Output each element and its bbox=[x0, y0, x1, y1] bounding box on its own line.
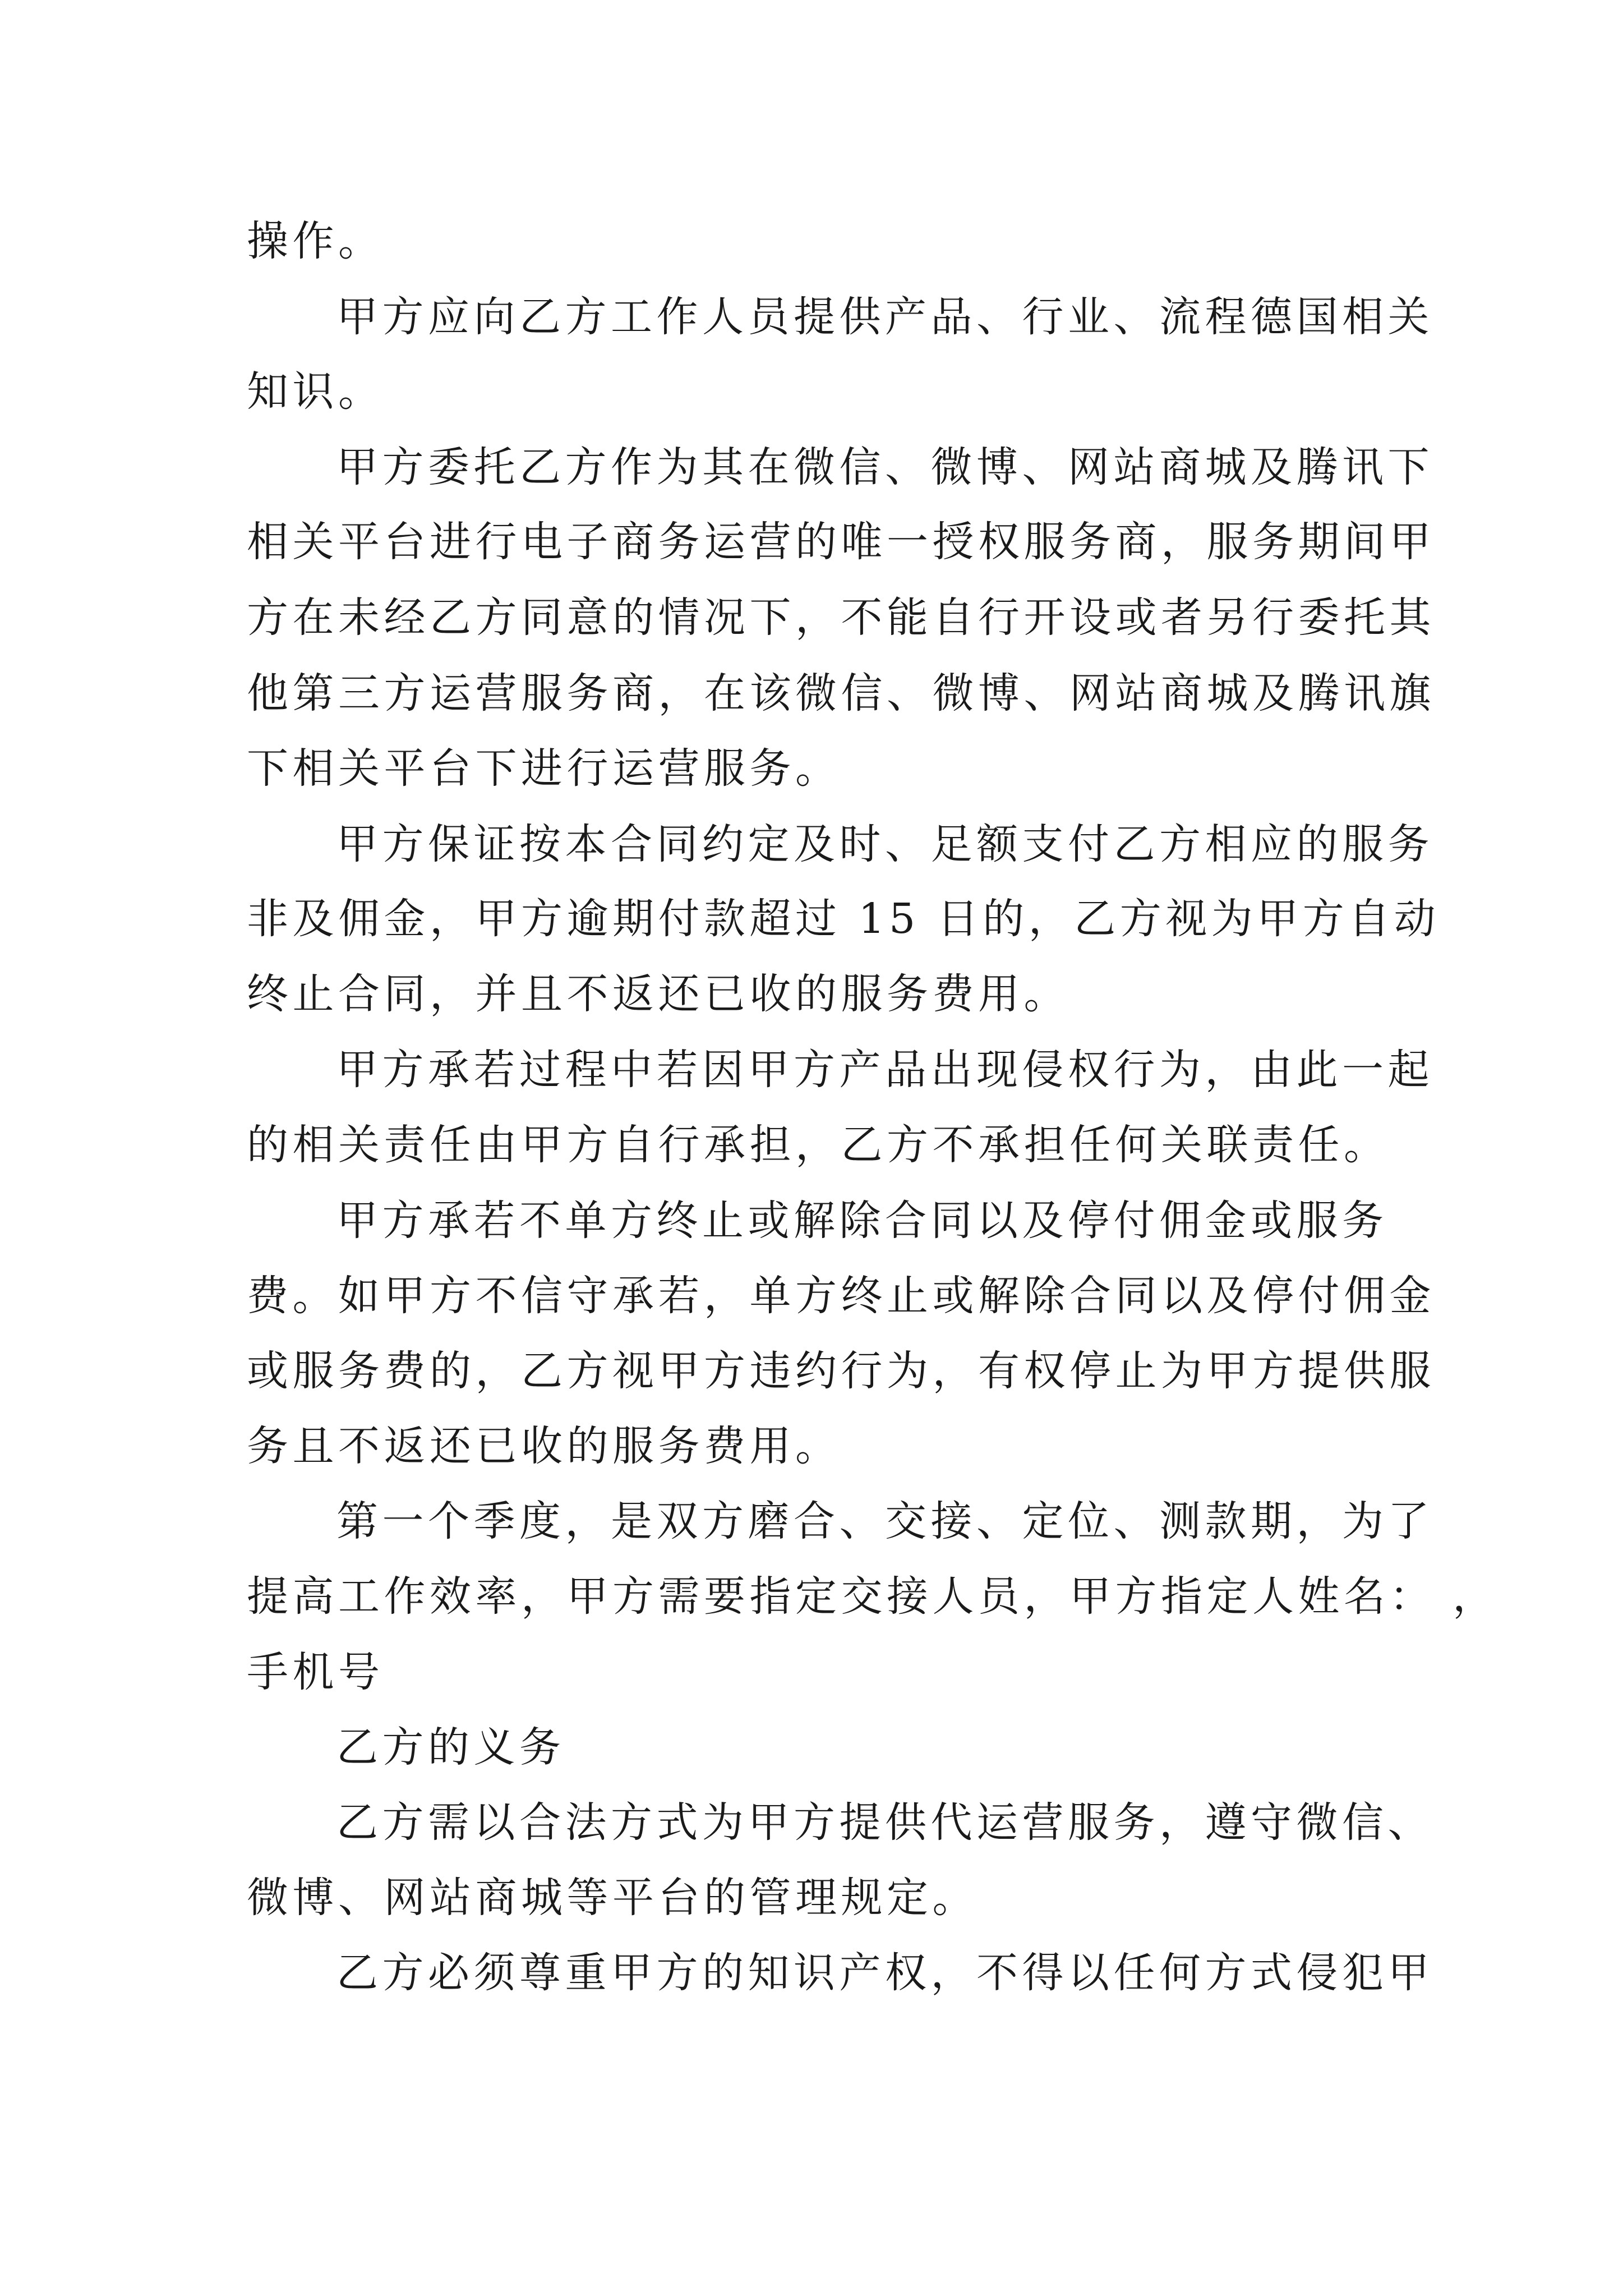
paragraph-line: 手机号 bbox=[247, 1648, 384, 1696]
paragraph-line: 终止合同，并且不返还已收的服务费用。 bbox=[247, 970, 1069, 1018]
section-heading: 乙方的义务 bbox=[336, 1723, 565, 1772]
paragraph-line: 甲方委托乙方作为其在微信、微博、网站商城及腾讯下 bbox=[336, 443, 1433, 491]
paragraph-line: 操作。 bbox=[247, 217, 384, 265]
paragraph-line: 提高工作效率，甲方需要指定交接人员，甲方指定人姓名： ， bbox=[247, 1572, 1498, 1621]
paragraph-line: 甲方保证按本合同约定及时、足额支付乙方相应的服务 bbox=[336, 820, 1433, 868]
paragraph-line: 非及佣金，甲方逾期付款超过 15 日的，乙方视为甲方自动 bbox=[247, 895, 1440, 943]
paragraph-line: 乙方必须尊重甲方的知识产权，不得以任何方式侵犯甲 bbox=[336, 1949, 1433, 1997]
paragraph-line: 相关平台进行电子商务运营的唯一授权服务商，服务期间甲 bbox=[247, 518, 1435, 566]
paragraph-line: 乙方需以合法方式为甲方提供代运营服务，遵守微信、 bbox=[336, 1798, 1433, 1847]
paragraph-line: 第一个季度，是双方磨合、交接、定位、测款期，为了 bbox=[336, 1497, 1433, 1545]
paragraph-line: 甲方应向乙方工作人员提供产品、行业、流程德国相关 bbox=[336, 293, 1433, 341]
paragraph-line: 他第三方运营服务商，在该微信、微博、网站商城及腾讯旗 bbox=[247, 669, 1435, 717]
paragraph-line: 知识。 bbox=[247, 367, 384, 416]
paragraph-line: 下相关平台下进行运营服务。 bbox=[247, 744, 841, 793]
paragraph-line: 费。如甲方不信守承若，单方终止或解除合同以及停付佣金 bbox=[247, 1272, 1435, 1320]
paragraph-line: 微博、网站商城等平台的管理规定。 bbox=[247, 1874, 978, 1922]
paragraph-line: 务且不返还已收的服务费用。 bbox=[247, 1422, 841, 1470]
paragraph-line: 甲方承若不单方终止或解除合同以及停付佣金或服务 bbox=[336, 1197, 1388, 1245]
paragraph-line: 甲方承若过程中若因甲方产品出现侵权行为，由此一起 bbox=[336, 1046, 1433, 1094]
paragraph-line: 或服务费的，乙方视甲方违约行为，有权停止为甲方提供服 bbox=[247, 1347, 1435, 1395]
paragraph-line: 的相关责任由甲方自行承担，乙方不承担任何关联责任。 bbox=[247, 1121, 1390, 1169]
paragraph-line: 方在未经乙方同意的情况下，不能自行开设或者另行委托其 bbox=[247, 593, 1435, 642]
